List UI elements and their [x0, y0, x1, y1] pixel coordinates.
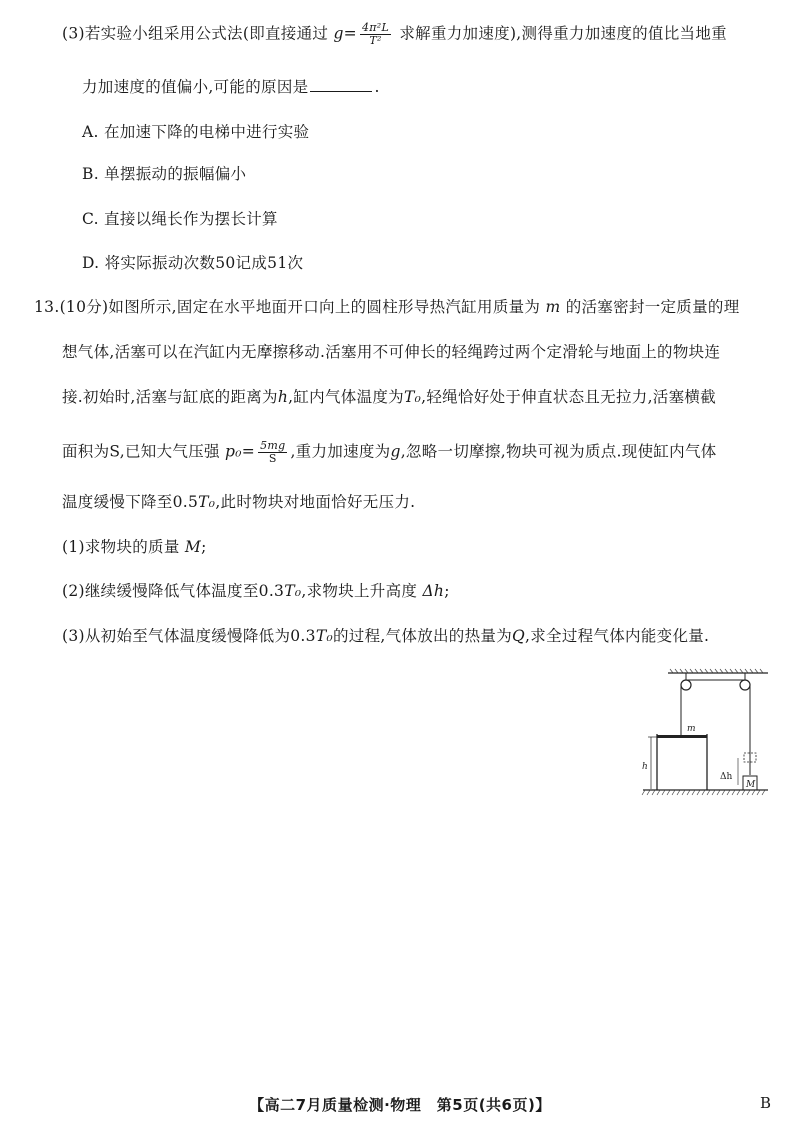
- formula-lhs: g=: [333, 24, 357, 43]
- label-h: h: [642, 762, 648, 772]
- formula-denominator: T²: [369, 34, 382, 47]
- q12-part3-text-b: 求解重力加速度),测得重力加速度的值比当地重: [399, 24, 727, 43]
- label-dh: Δh: [720, 772, 733, 782]
- q13-sub2-b: ,求物块上升高度: [301, 582, 418, 600]
- q12-part3-label: (3): [62, 24, 85, 43]
- q13-sub3-a: (3)从初始至气体温度缓慢降低为0.3: [62, 627, 316, 645]
- q13-line2: 想气体,活塞可以在汽缸内无摩擦移动.活塞用不可伸长的轻绳跨过两个定滑轮与地面上的物块连: [62, 343, 721, 361]
- var-T0-2: T₀: [198, 493, 216, 511]
- q13-sub3: [62, 626, 709, 646]
- q12-option-a: A. 在加速下降的电梯中进行实验: [82, 123, 310, 141]
- q13-sub2-a: (2)继续缓慢降低气体温度至0.3: [62, 582, 285, 600]
- q13-line4-c: ,忽略一切摩擦,物块可视为质点.现使缸内气体: [400, 442, 717, 461]
- paper-version: B: [760, 1094, 772, 1112]
- q13-line4: [62, 440, 717, 465]
- var-T0-4: T₀: [315, 627, 333, 645]
- q13-sub2: [62, 581, 450, 601]
- var-m: m: [545, 298, 561, 316]
- q13-sub1: [62, 537, 207, 557]
- ground: [642, 790, 768, 795]
- q12-option-b: B. 单摆振动的振幅偏小: [82, 165, 247, 183]
- q12-part3-line1: [62, 22, 727, 47]
- q12-part3-text-a: 若实验小组采用公式法(即直接通过: [84, 24, 329, 43]
- q13-number: 13.: [34, 298, 60, 316]
- var-h: h: [277, 388, 289, 406]
- pressure-numerator: 5mg: [260, 439, 286, 452]
- pulley-left-icon: [681, 680, 691, 690]
- var-T0: T₀: [403, 388, 422, 406]
- piston: [657, 735, 707, 738]
- q13-sub1-a: (1)求物块的质量: [62, 538, 180, 556]
- pulley-right-icon: [740, 680, 750, 690]
- q13-line3-c: ,轻绳恰好处于伸直状态且无拉力,活塞横截: [421, 388, 716, 406]
- var-M: M: [184, 538, 202, 556]
- label-M: M: [746, 780, 756, 790]
- q13-line1-a: 如图所示,固定在水平地面开口向上的圆柱形导热汽缸用质量为: [108, 298, 541, 316]
- q13-line5-b: ,此时物块对地面恰好无压力.: [215, 493, 416, 511]
- q13-line4-b: ,重力加速度为: [290, 442, 391, 461]
- q12-part3-line2: [82, 77, 380, 97]
- q13-line3: [62, 387, 716, 407]
- q13-sub1-b: ;: [201, 538, 207, 556]
- q13-sub3-c: ,求全过程气体内能变化量.: [525, 627, 710, 645]
- pressure-fraction: [258, 440, 287, 465]
- ceiling: [668, 669, 768, 673]
- q13-line4-a: 面积为S,已知大气压强: [62, 442, 220, 461]
- q12-option-c: C. 直接以绳长作为摆长计算: [82, 210, 278, 228]
- q12-part3-text-c: 力加速度的值偏小,可能的原因是: [82, 78, 309, 96]
- q12-option-d: D. 将实际振动次数50记成51次: [82, 254, 304, 272]
- q13-line1: [34, 297, 740, 317]
- var-T0-3: T₀: [284, 582, 302, 600]
- pendulum-formula-fraction: [360, 22, 391, 47]
- var-p0: p₀=: [225, 442, 256, 461]
- pressure-denominator: S: [268, 452, 277, 465]
- q13-line5: [62, 492, 415, 512]
- var-g: g: [390, 442, 401, 461]
- answer-blank: [310, 77, 372, 92]
- q12-part3-text-d: .: [374, 78, 380, 96]
- q13-line1-b: 的活塞密封一定质量的理: [565, 298, 740, 316]
- q13-sub3-b: 的过程,气体放出的热量为: [332, 627, 512, 645]
- var-Q: Q: [512, 627, 526, 645]
- q13-sub2-c: ;: [444, 582, 450, 600]
- q13-line3-a: 接.初始时,活塞与缸底的距离为: [62, 388, 278, 406]
- q13-line3-b: ,缸内气体温度为: [288, 388, 404, 406]
- label-m: m: [687, 724, 696, 734]
- q13-score: (10分): [59, 298, 109, 316]
- q13-line5-a: 温度缓慢下降至0.5: [62, 493, 199, 511]
- page-footer: 【高二7月质量检测·物理 第5页(共6页)】: [249, 1096, 551, 1114]
- var-dh: Δh: [422, 582, 445, 600]
- cylinder-pulley-figure: [640, 668, 775, 803]
- formula-numerator: 4π²L: [361, 21, 390, 34]
